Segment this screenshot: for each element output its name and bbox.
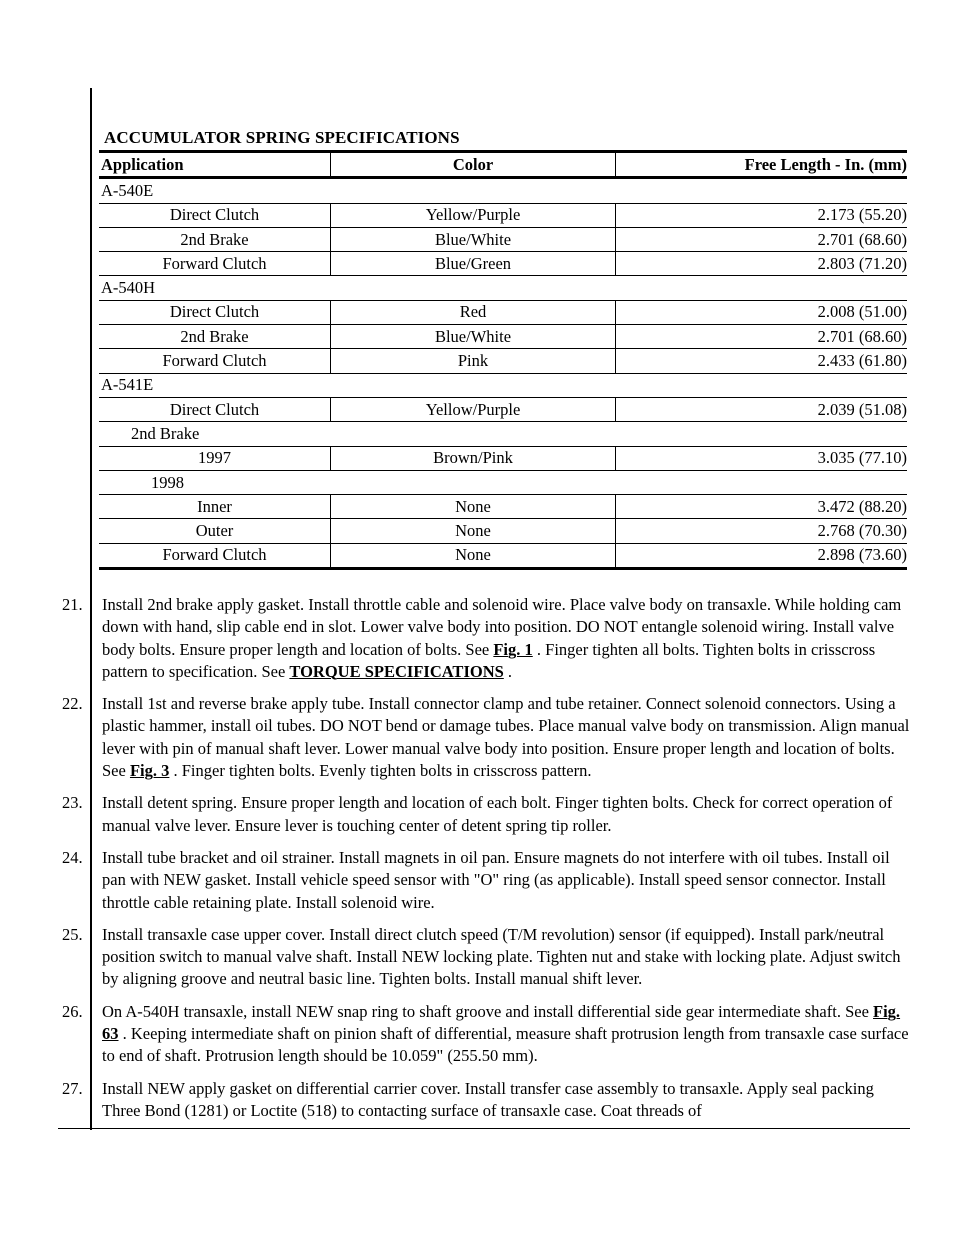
subgroup-label: 2nd Brake (131, 423, 200, 443)
color-cell: None (331, 495, 616, 519)
group-label: A-541E (101, 375, 154, 395)
step-number: 21. (62, 595, 83, 614)
application-cell: 2nd Brake (180, 229, 249, 249)
step-23 (62, 792, 912, 837)
step-text: Install tube bracket and oil strainer. Install magnets in oil pan. Ensure magnets do not interfere with oil tubes. Install oil pan with NEW gasket. Install vehicle speed sensor with "O" ring (as applicable). Install speed sensor connector. Install throttle cable retaining plate. Install solenoid wire. (102, 847, 890, 912)
table-row (99, 325, 907, 349)
step-number: 23. (62, 793, 83, 813)
length-cell: 2.898 (73.60) (616, 543, 908, 568)
subgroup-row (99, 470, 907, 494)
table-title: ACCUMULATOR SPRING SPECIFICATIONS (104, 128, 460, 147)
fig-1-link[interactable]: Fig. 1 (493, 639, 533, 659)
step-number: 25. (62, 924, 83, 944)
table-row (99, 252, 907, 276)
step-25 (62, 924, 912, 991)
group-row (99, 373, 907, 397)
step-text: Install transaxle case upper cover. Install direct clutch speed (T/M revolution) sensor (if equipped). Install park/neutral position switch to manual valve shaft. Install NEW locking plate. Tighten nut and stake with locking plate. Adjust switch by aligning groove and neutral basic line. Tighten bolts. Install manual shift lever. (102, 924, 901, 989)
table-row (99, 203, 907, 227)
color-cell: Brown/Pink (331, 446, 616, 470)
table-row (99, 495, 907, 519)
length-cell: 2.701 (68.60) (616, 325, 908, 349)
step-24 (62, 847, 912, 914)
step-text: . Finger tighten all bolts. Tighten bolts in crisscross pattern to specification. See (102, 639, 876, 681)
color-cell: Blue/Green (331, 252, 616, 276)
length-cell: 2.433 (61.80) (616, 349, 908, 373)
length-cell: 2.039 (51.08) (616, 397, 908, 421)
length-cell: 2.701 (68.60) (616, 227, 908, 251)
color-cell: None (331, 519, 616, 543)
fig-63-link[interactable]: Fig. 63 (102, 1001, 901, 1044)
color-cell: None (331, 543, 616, 568)
application-cell: Outer (195, 521, 234, 541)
color-cell: Blue/White (331, 325, 616, 349)
torque-specifications-link[interactable]: TORQUE SPECIFICATIONS (289, 661, 504, 681)
table-row (99, 446, 907, 470)
color-cell: Yellow/Purple (331, 203, 616, 227)
step-text: . Finger tighten bolts. Evenly tighten bolts in crisscross pattern. (169, 761, 592, 781)
application-cell: Direct Clutch (169, 205, 260, 225)
header-free-length: Free Length - In. (mm) (616, 152, 908, 178)
table-row (99, 300, 907, 324)
length-cell: 2.008 (51.00) (616, 300, 908, 324)
table-header-row (99, 152, 907, 178)
length-cell: 2.173 (55.20) (616, 203, 908, 227)
application-cell: 2nd Brake (180, 326, 249, 346)
fig-3-link[interactable]: Fig. 3 (129, 761, 170, 781)
step-number: 24. (62, 847, 83, 867)
application-cell: Direct Clutch (169, 302, 260, 322)
step-text: . (503, 661, 513, 681)
step-number: 26. (62, 1001, 83, 1021)
step-number: 22. (62, 694, 83, 714)
step-26 (62, 1001, 912, 1068)
page-bottom-rule (58, 1128, 910, 1129)
step-text: . Keeping intermediate shaft on pinion shaft of differential, measure shaft protrusion length from transaxle case surface to end of shaft. Protrusion length should be 10.059" (255.50 mm). (102, 1024, 909, 1066)
group-row (99, 178, 907, 203)
color-cell: Yellow/Purple (331, 397, 616, 421)
application-cell: Inner (197, 496, 232, 516)
color-cell: Red (331, 300, 616, 324)
table-row (99, 227, 907, 251)
group-label: A-540E (101, 180, 154, 200)
spring-spec-table (99, 150, 907, 570)
header-application: Application (101, 154, 184, 174)
application-cell: Forward Clutch (162, 253, 267, 273)
group-row (99, 276, 907, 300)
subgroup-label: 1998 (151, 472, 184, 492)
step-27 (62, 1078, 912, 1123)
group-label: A-540H (101, 278, 156, 298)
table-row (99, 519, 907, 543)
table-row (99, 349, 907, 373)
step-text: Install 1st and reverse brake apply tube. Install connector clamp and tube retainer. Connect solenoid connectors. Using a plastic hammer, install oil tubes. DO NOT bend or damage tubes. Place manual valve body on transmission. Align manual lever with pin of manual shaft lever. Lower manual valve body into position. Ensure proper length and location of bolts. See (102, 694, 910, 781)
procedure-steps (62, 594, 912, 1132)
subgroup-row (99, 422, 907, 446)
application-cell: Forward Clutch (162, 545, 267, 565)
header-color: Color (331, 152, 616, 178)
step-text: On A-540H transaxle, install NEW snap ring to shaft groove and install differential side gear intermediate shaft. See (102, 1001, 874, 1021)
step-21 (62, 594, 912, 683)
application-cell: Direct Clutch (169, 399, 260, 419)
length-cell: 3.472 (88.20) (616, 495, 908, 519)
color-cell: Pink (331, 349, 616, 373)
table-row (99, 397, 907, 421)
step-text: Install 2nd brake apply gasket. Install throttle cable and solenoid wire. Place valve body on transaxle. While holding cam down with hand, slip cable end in slot. Lower valve body into position. DO NOT entangle solenoid wiring. Install valve body bolts. Ensure proper length and location of bolts. See (102, 595, 902, 659)
length-cell: 3.035 (77.10) (616, 446, 908, 470)
application-cell: Forward Clutch (162, 351, 267, 371)
step-text: Install detent spring. Ensure proper length and location of each bolt. Finger tighten bolts. Check for correct operation of manual valve lever. Ensure lever is touching center of detent spring tip roller. (102, 793, 893, 835)
step-text: Install NEW apply gasket on differential carrier cover. Install transfer case assembly to transaxle. Apply seal packing Three Bond (1281) or Loctite (518) to contacting surface of transaxle case. Coat threads of (102, 1078, 874, 1120)
color-cell: Blue/White (331, 227, 616, 251)
step-22 (62, 693, 912, 782)
length-cell: 2.803 (71.20) (616, 252, 908, 276)
step-number: 27. (62, 1078, 83, 1098)
application-cell: 1997 (198, 448, 231, 468)
length-cell: 2.768 (70.30) (616, 519, 908, 543)
table-row (99, 543, 907, 568)
